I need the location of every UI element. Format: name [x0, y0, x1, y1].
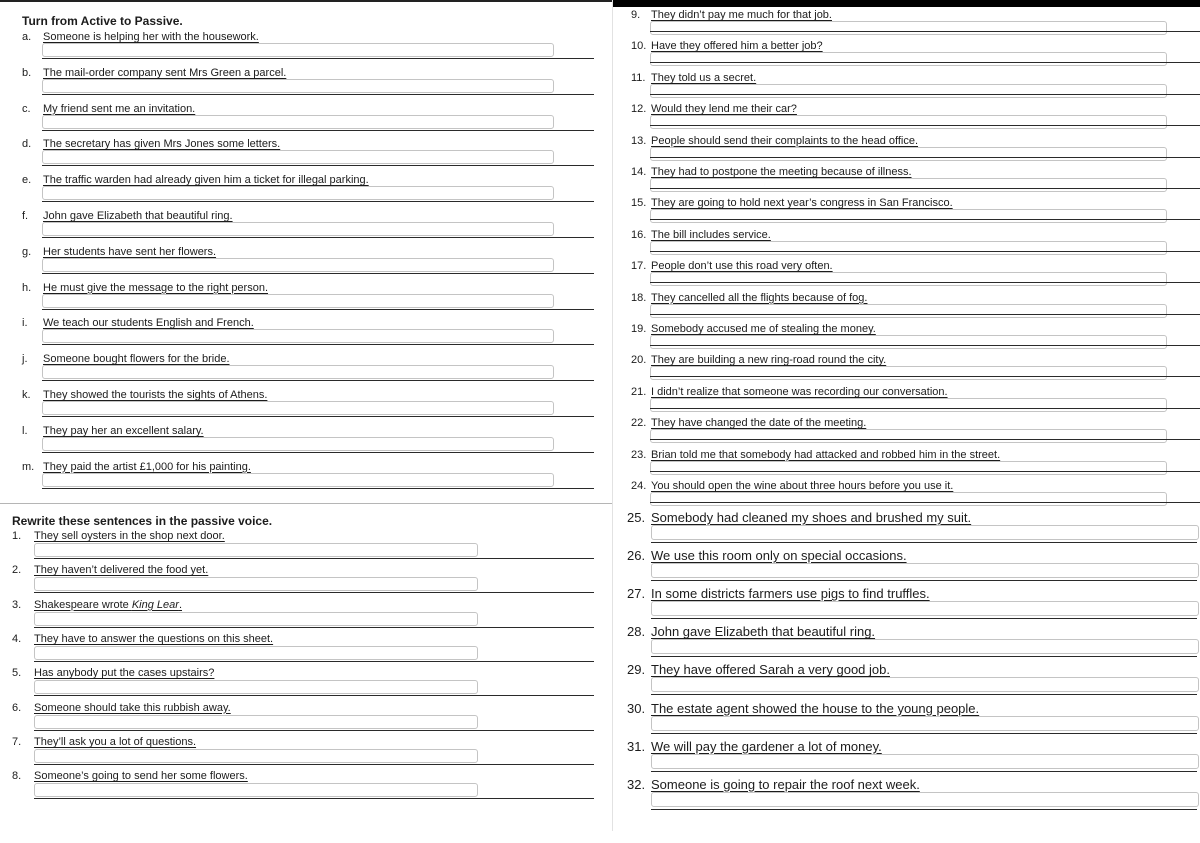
item-sentence	[34, 702, 231, 714]
sentence-text: They pay her an excellent salary.	[43, 424, 204, 437]
sentence-text: The estate agent showed the house to the young people.	[651, 700, 980, 716]
item-number: 19.	[631, 323, 647, 335]
answer-input[interactable]	[650, 21, 1167, 35]
item-sentence	[651, 624, 875, 639]
answer-line	[42, 273, 594, 274]
sentence-text: They have offered Sarah a very good job.	[651, 662, 890, 678]
item-number: h.	[22, 281, 32, 294]
answer-line	[34, 661, 594, 662]
item-sentence	[651, 166, 912, 178]
item-number: 29.	[627, 662, 646, 678]
item-sentence	[43, 210, 233, 222]
answer-line	[42, 58, 594, 59]
answer-line	[42, 201, 594, 202]
item-number: 24.	[631, 480, 647, 492]
answer-input[interactable]	[42, 186, 554, 200]
item-number: c.	[22, 102, 31, 115]
answer-line	[34, 730, 594, 731]
item-sentence	[34, 770, 248, 782]
sentence-text: John gave Elizabeth that beautiful ring.	[43, 210, 233, 222]
answer-input[interactable]	[42, 329, 554, 343]
item-sentence	[43, 317, 254, 329]
exercise-item	[627, 777, 1197, 843]
sentence-text: Have they offered him a better job?	[651, 40, 823, 53]
answer-line	[42, 416, 594, 417]
answer-input[interactable]	[34, 783, 478, 797]
item-sentence	[34, 736, 196, 748]
item-sentence	[651, 480, 953, 492]
item-sentence	[651, 40, 823, 52]
sentence-text: People don’t use this road very often.	[651, 260, 833, 273]
answer-line	[650, 282, 1200, 283]
answer-line	[34, 695, 594, 696]
sentence-text: They are going to hold next year’s congress in San Francisco.	[651, 197, 953, 210]
item-sentence	[43, 282, 268, 294]
answer-input[interactable]	[651, 677, 1199, 692]
sentence-text: I didn’t realize that someone was recording our conversation.	[651, 385, 948, 398]
sentence-text: They have to answer the questions on this sheet.	[34, 632, 274, 645]
answer-line	[42, 237, 594, 238]
item-sentence	[651, 548, 907, 563]
item-number: k.	[22, 389, 31, 401]
sentence-text: They’ll ask you a lot of questions.	[34, 735, 197, 748]
answer-input[interactable]	[651, 716, 1199, 731]
item-number: j.	[22, 353, 28, 366]
answer-input[interactable]	[42, 365, 554, 379]
item-sentence	[43, 461, 251, 473]
answer-line	[42, 309, 594, 310]
answer-line	[651, 809, 1197, 810]
answer-line	[651, 656, 1197, 657]
answer-line	[42, 94, 594, 95]
item-sentence	[651, 72, 756, 84]
item-number: 28.	[627, 624, 646, 640]
answer-input[interactable]	[42, 294, 554, 308]
item-number: 17.	[631, 260, 647, 273]
item-sentence	[651, 197, 953, 209]
answer-input[interactable]	[34, 577, 478, 591]
item-number: 15.	[631, 197, 647, 210]
item-sentence	[34, 564, 208, 576]
sentence-text: Has anybody put the cases upstairs?	[34, 667, 215, 680]
answer-input[interactable]	[42, 43, 554, 57]
answer-line	[650, 219, 1200, 220]
answer-input[interactable]	[650, 429, 1167, 443]
item-sentence	[43, 103, 195, 115]
sentence-text: We will pay the gardener a lot of money.	[651, 738, 882, 754]
column-divider	[612, 0, 613, 831]
item-sentence	[651, 323, 876, 335]
sentence-text: He must give the message to the right person.	[43, 281, 269, 294]
answer-input[interactable]	[34, 612, 478, 626]
answer-line	[42, 165, 594, 166]
item-sentence	[43, 425, 204, 437]
item-number: 1.	[12, 530, 22, 542]
item-sentence	[34, 599, 182, 611]
sentence-text: They had to postpone the meeting because of illness.	[651, 166, 912, 178]
sentence-text: The secretary has given Mrs Jones some letters.	[43, 138, 281, 151]
sentence-text: The traffic warden had already given him a ticket for illegal parking.	[43, 174, 369, 187]
answer-input[interactable]	[650, 272, 1167, 286]
item-number: 30.	[627, 700, 646, 716]
item-sentence	[651, 777, 920, 792]
section-a-title: Turn from Active to Passive.	[22, 14, 183, 28]
answer-input[interactable]	[42, 473, 554, 487]
item-sentence	[651, 9, 832, 21]
item-sentence	[43, 31, 259, 43]
answer-line	[651, 542, 1197, 543]
answer-line	[650, 157, 1200, 158]
sentence-text: Someone should take this rubbish away.	[34, 701, 231, 714]
item-number: 4.	[12, 632, 22, 645]
item-number: 25.	[627, 510, 646, 525]
item-number: 31.	[627, 738, 646, 754]
item-number: 11.	[631, 71, 646, 84]
answer-input[interactable]	[650, 52, 1167, 66]
answer-line	[650, 251, 1200, 252]
item-number: 20.	[631, 354, 647, 367]
answer-input[interactable]	[42, 437, 554, 451]
answer-line	[34, 764, 594, 765]
answer-line	[651, 771, 1197, 772]
sentence-text: Somebody accused me of stealing the money.	[651, 323, 876, 335]
sentence-text: They paid the artist £1,000 for his painting.	[43, 460, 251, 473]
answer-input[interactable]	[34, 715, 478, 729]
answer-line	[650, 125, 1200, 126]
answer-line	[650, 439, 1200, 440]
item-number: e.	[22, 174, 32, 187]
answer-input[interactable]	[34, 543, 478, 557]
sentence-text: They sell oysters in the shop next door.	[34, 530, 225, 542]
item-sentence	[43, 138, 280, 150]
answer-line	[650, 94, 1200, 95]
answer-input[interactable]	[34, 646, 478, 660]
item-number: 32.	[627, 776, 646, 792]
item-number: 23.	[631, 448, 647, 461]
answer-input[interactable]	[34, 680, 478, 694]
item-number: b.	[22, 66, 32, 79]
answer-line	[34, 798, 594, 799]
top-border	[0, 0, 612, 2]
answer-input[interactable]	[42, 115, 554, 129]
item-sentence	[651, 701, 979, 716]
answer-input[interactable]	[42, 150, 554, 164]
sentence-text: Brian told me that somebody had attacked and robbed him in the street.	[651, 448, 1001, 461]
answer-input[interactable]	[34, 749, 478, 763]
item-number: 27.	[627, 586, 646, 602]
item-number: 3.	[12, 598, 22, 611]
answer-line	[650, 62, 1200, 63]
item-sentence	[651, 586, 930, 601]
sentence-text: We teach our students English and French.	[43, 317, 254, 330]
item-number: a.	[22, 31, 32, 43]
answer-input[interactable]	[650, 209, 1167, 223]
answer-input[interactable]	[651, 563, 1199, 578]
sentence-text: They are building a new ring-road round the city.	[651, 354, 887, 367]
answer-line	[650, 471, 1200, 472]
sentence-text: Someone is helping her with the housework.	[43, 31, 259, 43]
item-number: 18.	[631, 291, 647, 304]
sentence-text: In some districts farmers use pigs to find truffles.	[651, 586, 930, 602]
answer-input[interactable]	[650, 147, 1167, 161]
item-number: i.	[22, 317, 28, 330]
answer-line	[34, 627, 594, 628]
sentence-after: .	[178, 598, 182, 611]
item-number: m.	[22, 460, 35, 473]
answer-line	[651, 733, 1197, 734]
top-border-right	[612, 0, 1200, 7]
answer-line	[650, 345, 1200, 346]
sentence-text: Shakespeare wrote	[34, 598, 132, 611]
item-sentence	[651, 739, 882, 754]
sentence-text: The bill includes service.	[651, 228, 771, 241]
answer-line	[650, 31, 1200, 32]
item-number: 26.	[627, 548, 646, 564]
item-number: 16.	[631, 228, 647, 241]
item-number: 22.	[631, 417, 647, 430]
sentence-italic: King Lear	[131, 598, 179, 611]
item-sentence	[651, 354, 886, 366]
answer-input[interactable]	[42, 222, 554, 236]
answer-input[interactable]	[651, 639, 1199, 654]
item-sentence	[43, 389, 267, 401]
answer-line	[42, 488, 594, 489]
sentence-text: Her students have sent her flowers.	[43, 245, 217, 258]
answer-line	[42, 130, 594, 131]
sentence-text: People should send their complaints to the head office.	[651, 134, 919, 147]
sentence-text: Someone’s going to send her some flowers.	[34, 770, 248, 783]
item-sentence	[651, 135, 918, 147]
answer-input[interactable]	[650, 178, 1167, 192]
answer-input[interactable]	[42, 258, 554, 272]
answer-input[interactable]	[650, 335, 1167, 349]
answer-input[interactable]	[650, 115, 1167, 129]
item-number: 13.	[631, 134, 647, 147]
sentence-text: You should open the wine about three hours before you use it.	[651, 480, 954, 492]
item-sentence	[34, 633, 273, 645]
sentence-text: We use this room only on special occasions.	[651, 548, 907, 564]
answer-line	[650, 376, 1200, 377]
answer-line	[651, 694, 1197, 695]
answer-line	[651, 580, 1197, 581]
answer-line	[650, 408, 1200, 409]
item-number: 5.	[12, 667, 22, 680]
answer-line	[34, 558, 594, 559]
answer-input[interactable]	[42, 401, 554, 415]
sentence-text: They didn’t pay me much for that job.	[651, 9, 832, 21]
item-sentence	[651, 417, 866, 429]
item-sentence	[651, 662, 890, 677]
answer-line	[42, 452, 594, 453]
answer-line	[42, 380, 594, 381]
item-sentence	[34, 530, 225, 542]
item-sentence	[651, 292, 867, 304]
item-sentence	[651, 510, 971, 525]
item-number: 7.	[12, 735, 22, 748]
item-sentence	[651, 386, 948, 398]
answer-line	[42, 344, 594, 345]
answer-input[interactable]	[650, 461, 1167, 475]
sentence-text: They cancelled all the flights because of fog.	[651, 291, 868, 304]
item-number: l.	[22, 424, 28, 437]
answer-input[interactable]	[651, 754, 1199, 769]
answer-input[interactable]	[42, 79, 554, 93]
answer-line	[650, 502, 1200, 503]
item-number: 12.	[631, 103, 647, 116]
exercise-item	[12, 770, 594, 836]
item-number: 8.	[12, 770, 22, 783]
answer-input[interactable]	[650, 492, 1167, 506]
answer-input[interactable]	[650, 241, 1167, 255]
sentence-text: They haven’t delivered the food yet.	[34, 564, 209, 577]
item-number: 6.	[12, 701, 22, 714]
sentence-text: They have changed the date of the meeting.	[651, 417, 867, 430]
item-sentence	[651, 449, 1000, 461]
item-number: 9.	[631, 9, 641, 21]
sentence-text: They showed the tourists the sights of Athens.	[43, 389, 268, 401]
item-number: 14.	[631, 166, 647, 178]
item-sentence	[43, 67, 286, 79]
answer-line	[650, 188, 1200, 189]
answer-input[interactable]	[650, 304, 1167, 318]
item-number: d.	[22, 138, 32, 151]
answer-input[interactable]	[650, 398, 1167, 412]
item-number: 2.	[12, 564, 22, 577]
sentence-text: Someone is going to repair the roof next week.	[651, 776, 920, 792]
sentence-text: My friend sent me an invitation.	[43, 102, 196, 115]
item-number: 21.	[631, 385, 647, 398]
answer-input[interactable]	[651, 601, 1199, 616]
item-number: f.	[22, 210, 29, 222]
sentence-text: They told us a secret.	[651, 71, 757, 84]
item-number: 10.	[631, 40, 647, 53]
sentence-text: The mail-order company sent Mrs Green a parcel.	[43, 66, 287, 79]
answer-input[interactable]	[651, 525, 1199, 540]
answer-line	[650, 314, 1200, 315]
answer-line	[34, 592, 594, 593]
item-sentence	[43, 174, 369, 186]
item-sentence	[651, 103, 797, 115]
sentence-text: Somebody had cleaned my shoes and brushed my suit.	[651, 510, 972, 525]
answer-input[interactable]	[651, 792, 1199, 807]
sentence-text: Someone bought flowers for the bride.	[43, 353, 230, 366]
answer-line	[651, 618, 1197, 619]
item-sentence	[34, 667, 214, 679]
item-sentence	[43, 246, 216, 258]
item-sentence	[651, 229, 771, 241]
item-number: g.	[22, 245, 32, 258]
answer-input[interactable]	[650, 84, 1167, 98]
sentence-text: Would they lend me their car?	[651, 103, 797, 116]
section-b-title: Rewrite these sentences in the passive voice.	[12, 514, 273, 528]
item-sentence	[43, 353, 230, 365]
answer-input[interactable]	[650, 366, 1167, 380]
sentence-text: John gave Elizabeth that beautiful ring.	[651, 624, 876, 640]
item-sentence	[651, 260, 833, 272]
